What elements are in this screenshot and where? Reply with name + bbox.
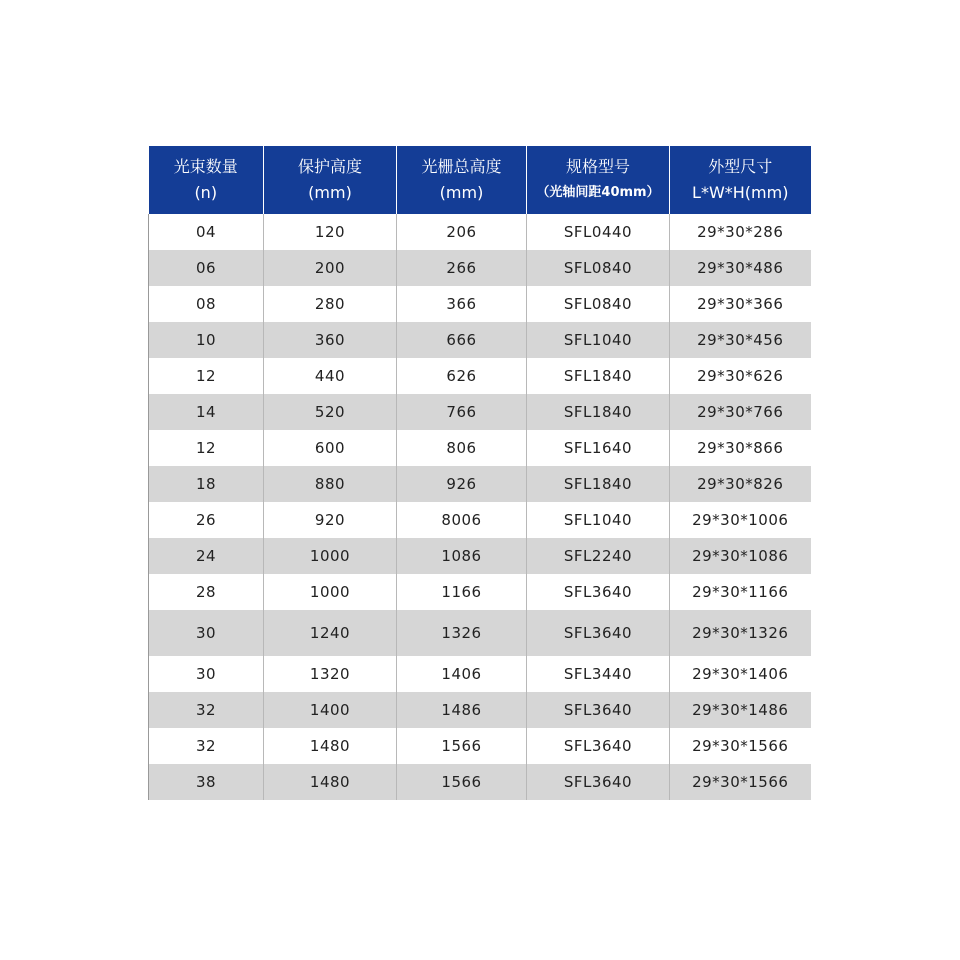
cell-total-height: 666 [397, 322, 527, 358]
cell-model: SFL3440 [527, 656, 670, 692]
cell-model: SFL1840 [527, 466, 670, 502]
cell-protection-height: 1240 [264, 610, 397, 656]
cell-model: SFL1840 [527, 394, 670, 430]
cell-protection-height: 880 [264, 466, 397, 502]
header-line1: 光栅总高度 [421, 157, 502, 176]
cell-dimensions: 29*30*1006 [670, 502, 811, 538]
cell-beam-count: 08 [149, 286, 264, 322]
table-row [149, 430, 811, 466]
cell-model: SFL0440 [527, 214, 670, 250]
cell-beam-count: 30 [149, 656, 264, 692]
cell-total-height: 366 [397, 286, 527, 322]
cell-total-height: 626 [397, 358, 527, 394]
cell-total-height: 1566 [397, 764, 527, 800]
cell-dimensions: 29*30*456 [670, 322, 811, 358]
cell-total-height: 806 [397, 430, 527, 466]
cell-total-height: 1486 [397, 692, 527, 728]
table-row [149, 538, 811, 574]
table-row [149, 286, 811, 322]
table-row [149, 574, 811, 610]
cell-protection-height: 1320 [264, 656, 397, 692]
header-line2: (mm) [308, 183, 352, 202]
cell-dimensions: 29*30*1166 [670, 574, 811, 610]
table-row [149, 466, 811, 502]
cell-dimensions: 29*30*486 [670, 250, 811, 286]
cell-beam-count: 26 [149, 502, 264, 538]
cell-beam-count: 12 [149, 358, 264, 394]
cell-total-height: 8006 [397, 502, 527, 538]
cell-beam-count: 32 [149, 728, 264, 764]
cell-dimensions: 29*30*866 [670, 430, 811, 466]
table-row [149, 764, 811, 800]
cell-beam-count: 12 [149, 430, 264, 466]
header-dimensions [670, 146, 811, 214]
table-row [149, 214, 811, 250]
cell-protection-height: 1000 [264, 574, 397, 610]
cell-protection-height: 200 [264, 250, 397, 286]
table-row [149, 610, 811, 656]
header-line1: 规格型号 [565, 157, 630, 176]
cell-beam-count: 28 [149, 574, 264, 610]
cell-dimensions: 29*30*1486 [670, 692, 811, 728]
cell-model: SFL3640 [527, 728, 670, 764]
cell-model: SFL2240 [527, 538, 670, 574]
cell-model: SFL0840 [527, 250, 670, 286]
cell-dimensions: 29*30*1566 [670, 764, 811, 800]
cell-protection-height: 1000 [264, 538, 397, 574]
table-row [149, 250, 811, 286]
cell-protection-height: 360 [264, 322, 397, 358]
table-header [149, 146, 811, 214]
cell-protection-height: 920 [264, 502, 397, 538]
table-row [149, 394, 811, 430]
spec-table [148, 146, 811, 800]
table-row [149, 502, 811, 538]
cell-protection-height: 1480 [264, 764, 397, 800]
header-line1: 外型尺寸 [708, 157, 773, 176]
cell-model: SFL1640 [527, 430, 670, 466]
cell-beam-count: 30 [149, 610, 264, 656]
header-line2: L*W*H(mm) [692, 183, 789, 202]
cell-protection-height: 520 [264, 394, 397, 430]
cell-total-height: 1326 [397, 610, 527, 656]
header-protection-height [264, 146, 397, 214]
cell-model: SFL1040 [527, 322, 670, 358]
cell-protection-height: 280 [264, 286, 397, 322]
header-line1: 光束数量 [173, 157, 238, 176]
cell-model: SFL3640 [527, 692, 670, 728]
table-row [149, 322, 811, 358]
cell-dimensions: 29*30*1086 [670, 538, 811, 574]
cell-total-height: 926 [397, 466, 527, 502]
table-row [149, 692, 811, 728]
header-line2: (mm) [439, 183, 484, 202]
cell-dimensions: 29*30*1406 [670, 656, 811, 692]
header-total-height [397, 146, 527, 214]
cell-beam-count: 14 [149, 394, 264, 430]
cell-beam-count: 38 [149, 764, 264, 800]
cell-beam-count: 10 [149, 322, 264, 358]
cell-total-height: 1086 [397, 538, 527, 574]
cell-protection-height: 120 [264, 214, 397, 250]
header-beam-count [149, 146, 264, 214]
cell-model: SFL3640 [527, 764, 670, 800]
cell-protection-height: 440 [264, 358, 397, 394]
header-row [149, 146, 811, 214]
header-line2: （光轴间距40mm） [536, 185, 660, 200]
cell-total-height: 266 [397, 250, 527, 286]
cell-dimensions: 29*30*826 [670, 466, 811, 502]
header-line1: 保护高度 [297, 157, 362, 176]
cell-model: SFL0840 [527, 286, 670, 322]
header-line2: (n) [194, 183, 218, 202]
table-row [149, 358, 811, 394]
cell-total-height: 206 [397, 214, 527, 250]
cell-model: SFL1040 [527, 502, 670, 538]
cell-dimensions: 29*30*1566 [670, 728, 811, 764]
cell-model: SFL1840 [527, 358, 670, 394]
cell-total-height: 1566 [397, 728, 527, 764]
table-row [149, 656, 811, 692]
cell-beam-count: 06 [149, 250, 264, 286]
cell-protection-height: 1480 [264, 728, 397, 764]
cell-beam-count: 24 [149, 538, 264, 574]
cell-total-height: 766 [397, 394, 527, 430]
header-model [527, 146, 670, 214]
cell-dimensions: 29*30*286 [670, 214, 811, 250]
cell-dimensions: 29*30*626 [670, 358, 811, 394]
cell-total-height: 1406 [397, 656, 527, 692]
table-body [149, 214, 811, 800]
cell-dimensions: 29*30*766 [670, 394, 811, 430]
cell-protection-height: 600 [264, 430, 397, 466]
cell-beam-count: 04 [149, 214, 264, 250]
cell-model: SFL3640 [527, 574, 670, 610]
cell-beam-count: 32 [149, 692, 264, 728]
cell-protection-height: 1400 [264, 692, 397, 728]
cell-beam-count: 18 [149, 466, 264, 502]
table-row [149, 728, 811, 764]
cell-dimensions: 29*30*366 [670, 286, 811, 322]
cell-model: SFL3640 [527, 610, 670, 656]
cell-total-height: 1166 [397, 574, 527, 610]
cell-dimensions: 29*30*1326 [670, 610, 811, 656]
